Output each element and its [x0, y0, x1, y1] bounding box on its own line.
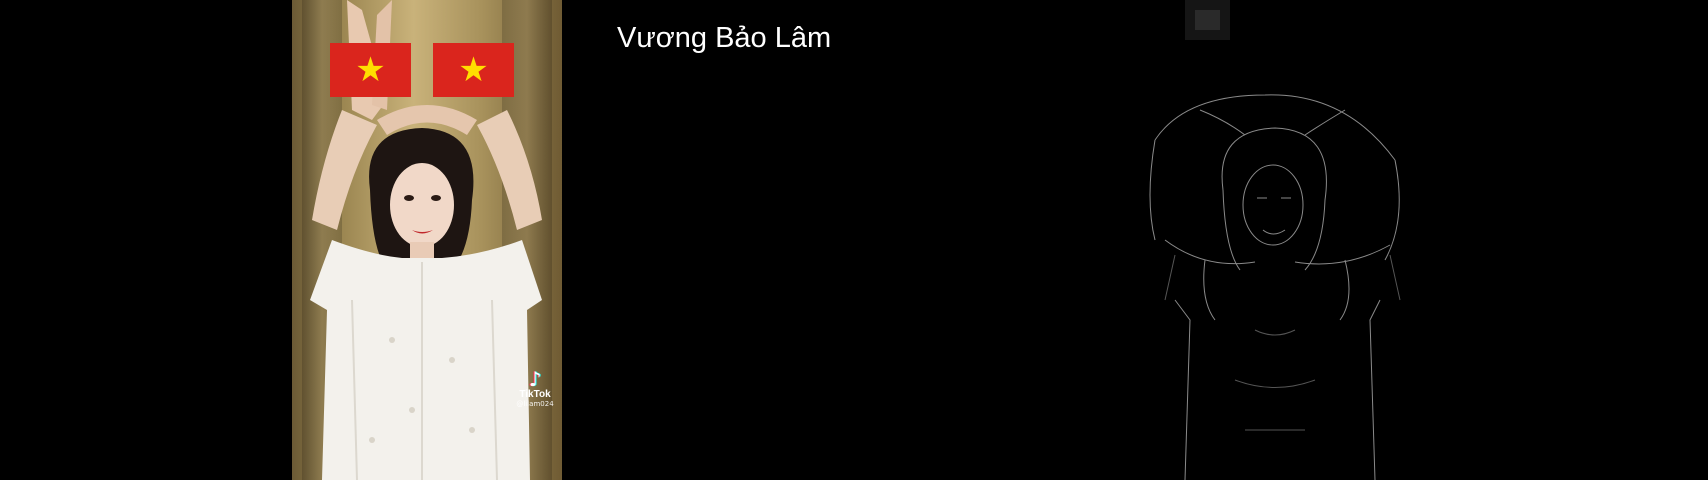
video-title: Vương Bảo Lâm: [617, 22, 832, 54]
star-icon: ★: [355, 50, 386, 90]
edge-detected-woman-image: [1145, 0, 1415, 480]
tiktok-brand: TikTok: [519, 389, 551, 400]
tiktok-username: @lilam024: [516, 400, 554, 408]
star-icon: ★: [458, 50, 489, 90]
vietnam-flag: [330, 43, 411, 97]
tiktok-logo-icon: ♪: [528, 367, 542, 391]
video-frame-original: [292, 0, 562, 480]
video-frame-edge-detection: [1145, 0, 1415, 480]
vietnam-flag: [433, 43, 514, 97]
tiktok-watermark: [512, 369, 558, 408]
